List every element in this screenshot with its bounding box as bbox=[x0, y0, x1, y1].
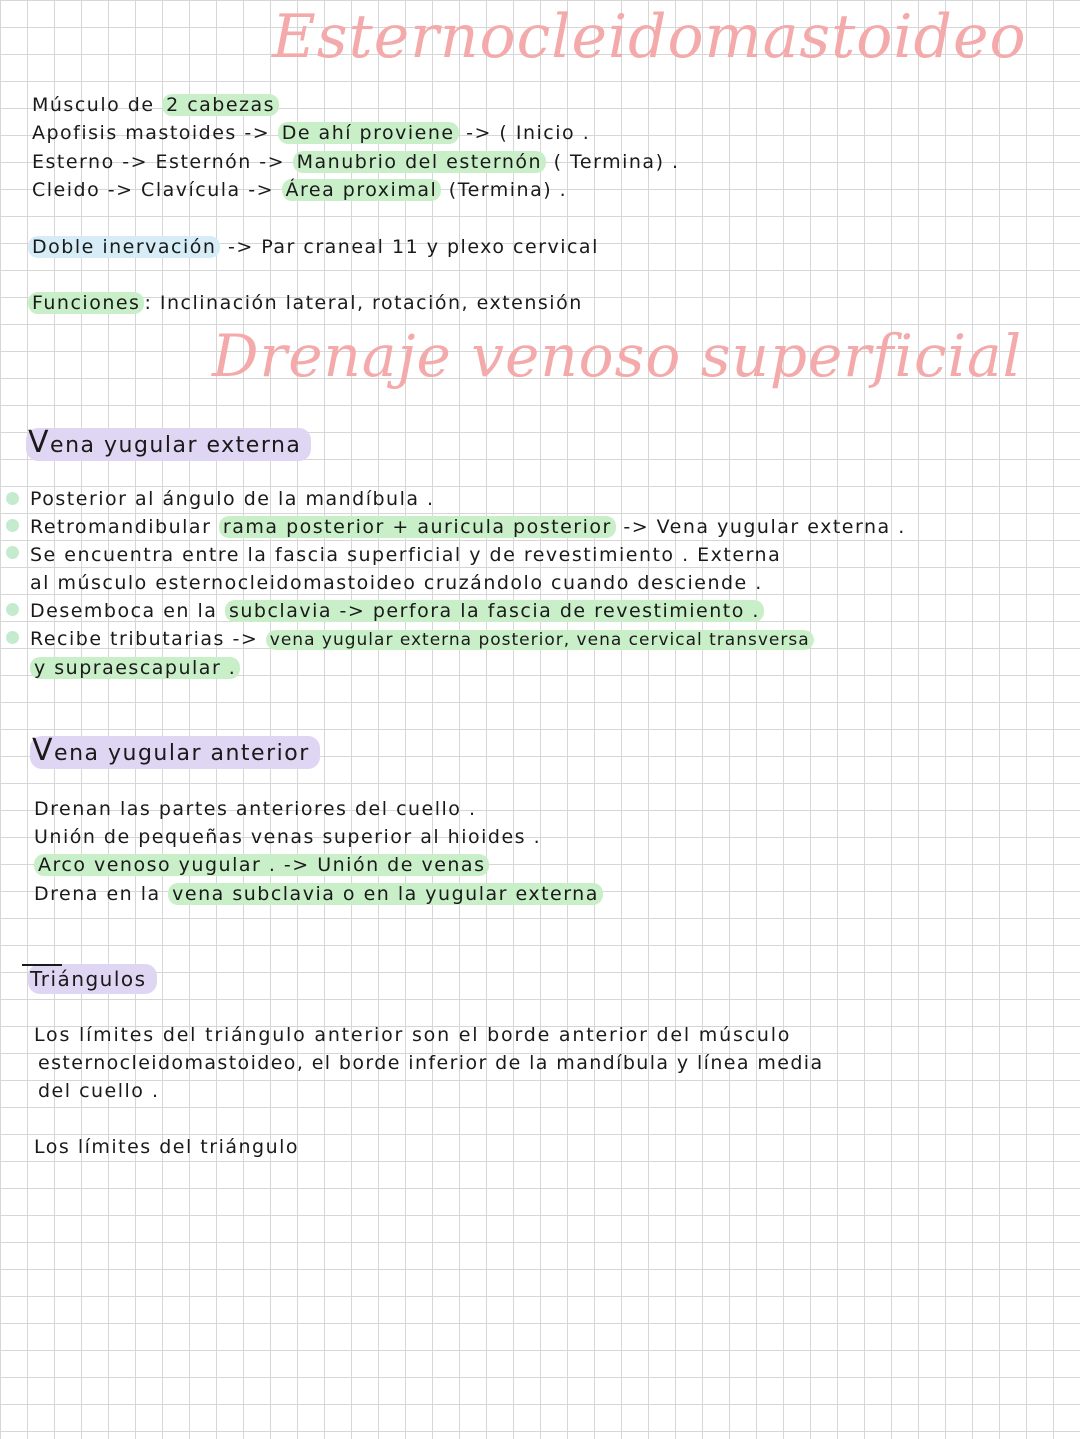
vye-bullet-tributarias: Recibe tributarias -> vena yugular externa posterior, vena cervical transversa bbox=[30, 626, 814, 653]
highlight-cabezas: 2 cabezas bbox=[162, 94, 279, 116]
highlight-funciones: Funciones bbox=[28, 292, 144, 314]
heading-vena-yugular-externa: Vena yugular externa bbox=[26, 428, 311, 461]
highlight-manubrio: Manubrio del esternón bbox=[293, 151, 546, 173]
vye-bullet-desemboca: Desemboca en la subclavia -> perfora la fascia de revestimiento . bbox=[30, 598, 764, 624]
vya-line-drena: Drena en la vena subclavia o en la yugular externa bbox=[34, 881, 603, 907]
highlight-vena-subclavia: vena subclavia o en la yugular externa bbox=[168, 883, 603, 905]
bullet-dot bbox=[6, 631, 19, 644]
heading-triangulos: Triángulos bbox=[28, 964, 157, 994]
tri-paragraph-1-line-2: esternocleidomastoideo, el borde inferior de la mandíbula y línea media bbox=[38, 1052, 824, 1074]
highlight-doble-inervacion: Doble inervación bbox=[28, 236, 220, 258]
vya-line-drenan: Drenan las partes anteriores del cuello . bbox=[34, 798, 477, 820]
highlight-subclavia: subclavia -> perfora la fascia de revestimiento . bbox=[225, 600, 764, 622]
title-drenaje-venoso: Drenaje venoso superficial bbox=[212, 322, 1023, 390]
scm-line-cabezas: Músculo de 2 cabezas bbox=[32, 92, 279, 118]
highlight-tributarias: vena yugular externa posterior, vena cervical transversa bbox=[266, 630, 814, 650]
heading-vena-yugular-anterior: Vena yugular anterior bbox=[30, 736, 320, 769]
tri-paragraph-1-line-1: Los límites del triángulo anterior son el borde anterior del músculo bbox=[34, 1024, 792, 1046]
vya-line-arco bbox=[34, 852, 489, 878]
scm-line-esterno: Esterno -> Esternón -> Manubrio del esternón ( Termina) . bbox=[32, 151, 680, 173]
scm-line-apofisis: Apofisis mastoides -> De ahí proviene -> ( Inicio . bbox=[32, 122, 591, 144]
vye-bullet-posterior: Posterior al ángulo de la mandíbula . bbox=[30, 488, 435, 510]
bullet-dot bbox=[6, 519, 19, 532]
tri-paragraph-1-line-3: del cuello . bbox=[38, 1080, 160, 1102]
highlight-arco-venoso: Arco venoso yugular . -> Unión de venas bbox=[34, 854, 489, 876]
bullet-dot bbox=[6, 492, 19, 505]
highlight-area-proximal: Área proximal bbox=[282, 179, 442, 201]
bullet-dot bbox=[6, 546, 19, 559]
scm-line-funciones: Funciones : Inclinación lateral, rotación, extensión bbox=[28, 290, 583, 316]
tri-paragraph-2: Los límites del triángulo bbox=[34, 1136, 300, 1158]
title-esternocleidomastoideo: Esternocleidomastoideo bbox=[272, 2, 1027, 72]
vye-bullet-encuentra: Se encuentra entre la fascia superficial y de revestimiento . Externa bbox=[30, 544, 782, 566]
bullet-dot bbox=[6, 603, 19, 616]
heading-triangulos-stroke bbox=[22, 964, 62, 966]
vya-line-union: Unión de pequeñas venas superior al hioides . bbox=[34, 826, 542, 848]
scm-line-cleido: Cleido -> Clavícula -> Área proximal (Termina) . bbox=[32, 179, 568, 201]
highlight-proviene: De ahí proviene bbox=[278, 122, 459, 144]
vye-bullet-retromandibular: Retromandibular rama posterior + auricula posterior -> Vena yugular externa . bbox=[30, 516, 906, 538]
highlight-supraescapular: y supraescapular . bbox=[30, 657, 240, 679]
scm-line-inervacion: Doble inervación -> Par craneal 11 y plexo cervical bbox=[28, 234, 599, 260]
vye-bullet-tributarias-cont bbox=[30, 655, 240, 681]
highlight-rama-posterior: rama posterior + auricula posterior bbox=[219, 516, 616, 538]
vye-bullet-encuentra-cont: al músculo esternocleidomastoideo cruzándolo cuando desciende . bbox=[30, 572, 763, 594]
